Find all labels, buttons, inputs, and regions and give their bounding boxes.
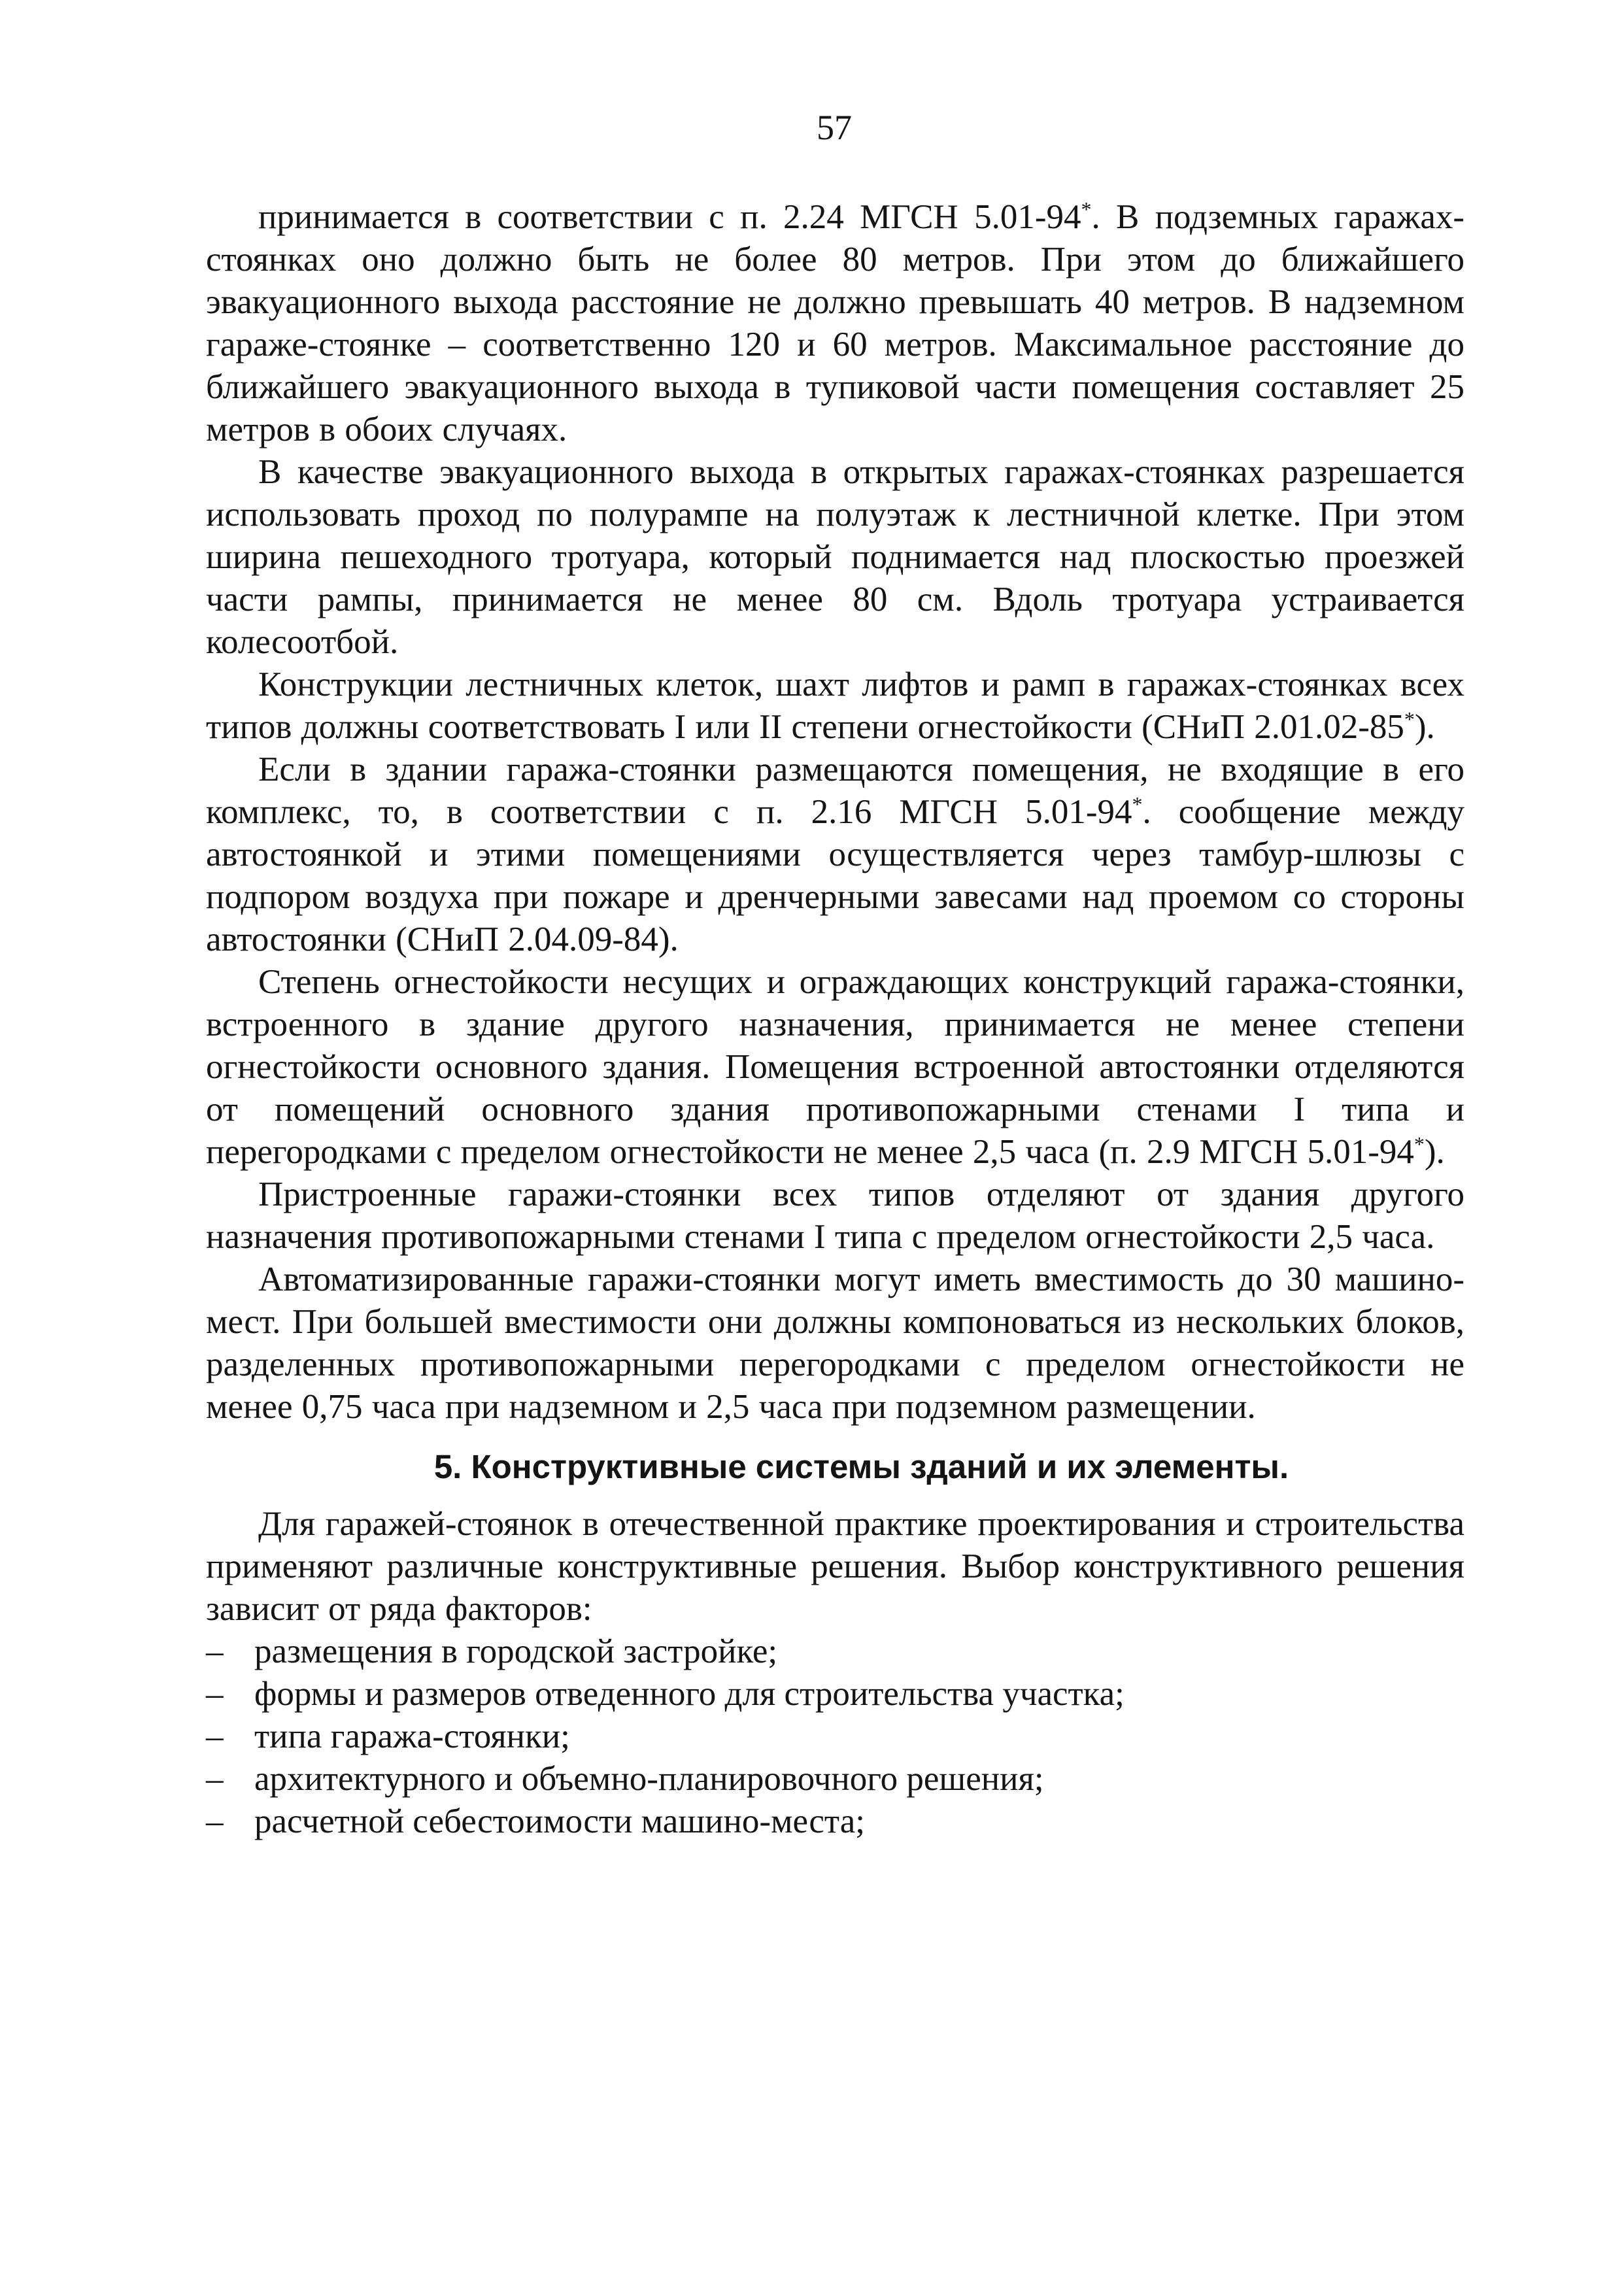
list-item: – формы и размеров отведенного для строительства участка; [206, 1673, 1464, 1715]
page-number: 57 [817, 108, 852, 147]
list-item: – архитектурного и объемно-планировочного решения; [206, 1758, 1464, 1800]
paragraph-fire-resistance-built-in: Степень огнестойкости несущих и ограждающих конструкций гаража-стоянки, встроенного в здание другого назначения, принимается не менее степени огнестойкости основного здания. Помещения встроенной автостоянки отделяются от помещений основного здания противопожарными стенами I типа и перегородками с пределом огнестойкости не менее 2,5 часа (п. 2.9 МГСН 5.01-94*). [206, 963, 1464, 1171]
paragraph-stair-construction: Конструкции лестничных клеток, шахт лифтов и рамп в гаражах-стоянках всех типов должны соответствовать I или II степени огнестойкости (СНиП 2.01.02-85*). [206, 666, 1464, 746]
footnote-mark: * [1081, 197, 1092, 221]
list-item: – типа гаража-стоянки; [206, 1715, 1464, 1758]
section-heading: 5. Конструктивные системы зданий и их элементы. [433, 1448, 1289, 1485]
list-item: – расчетной себестоимости машино-места; [206, 1800, 1464, 1843]
dash-bullet: – [206, 1802, 224, 1840]
paragraph-automated-garages: Автоматизированные гаражи-стоянки могут иметь вместимость до 30 машино-мест. При большей вместимости они должны компоноваться из нескольких блоков, разделенных противопожарными перегородками с пределом огнестойкости не менее 0,75 часа при надземном и 2,5 часа при подземном размещении. [206, 1260, 1464, 1426]
paragraph-airlock-connection: Если в здании гаража-стоянки размещаются помещения, не входящие в его комплекс, то, в соответствии с п. 2.16 МГСН 5.01-94*. сообщение между автостоянкой и этими помещениями осуществляется через тамбур-шлюзы с подпором воздуха при пожаре и дренчерными завесами над проемом со стороны автостоянки (СНиП 2.04.09-84). [206, 751, 1464, 958]
list-item: – размещения в городской застройке; [206, 1630, 1464, 1673]
document-body [206, 196, 1464, 1843]
dash-bullet: – [206, 1632, 224, 1670]
footnote-mark: * [1404, 707, 1415, 731]
dash-bullet: – [206, 1675, 224, 1713]
paragraph-attached-garages: Пристроенные гаражи-стоянки всех типов отделяют от здания другого назначения противопожарными стенами I типа с пределом огнестойкости 2,5 часа. [206, 1175, 1464, 1256]
dash-bullet: – [206, 1760, 224, 1798]
footnote-mark: * [1132, 792, 1143, 816]
paragraph-half-ramp-exit: В качестве эвакуационного выхода в открытых гаражах-стоянках разрешается использовать проход по полурампе на полуэтаж к лестничной клетке. При этом ширина пешеходного тротуара, который поднимается над плоскостью проезжей части рампы, принимается не менее 80 см. Вдоль тротуара устраивается колесоотбой. [206, 453, 1464, 661]
footnote-mark: * [1413, 1132, 1425, 1156]
paragraph-evacuation-distance: принимается в соответствии с п. 2.24 МГСН 5.01-94*. В подземных гаражах-стоянках оно должно быть не более 80 метров. При этом до ближайшего эвакуационного выхода расстояние не должно превышать 40 метров. В надземном гараже-стоянке – соответственно 120 и 60 метров. Максимальное расстояние до ближайшего эвакуационного выхода в тупиковой части помещения составляет 25 метров в обоих случаях. [206, 197, 1464, 448]
dash-bullet: – [206, 1717, 224, 1755]
factor-list [206, 1630, 1464, 1843]
paragraph-structural-intro: Для гаражей-стоянок в отечественной практике проектирования и строительства применяют различные конструктивные решения. Выбор конструктивного решения зависит от ряда факторов: [206, 1505, 1464, 1628]
